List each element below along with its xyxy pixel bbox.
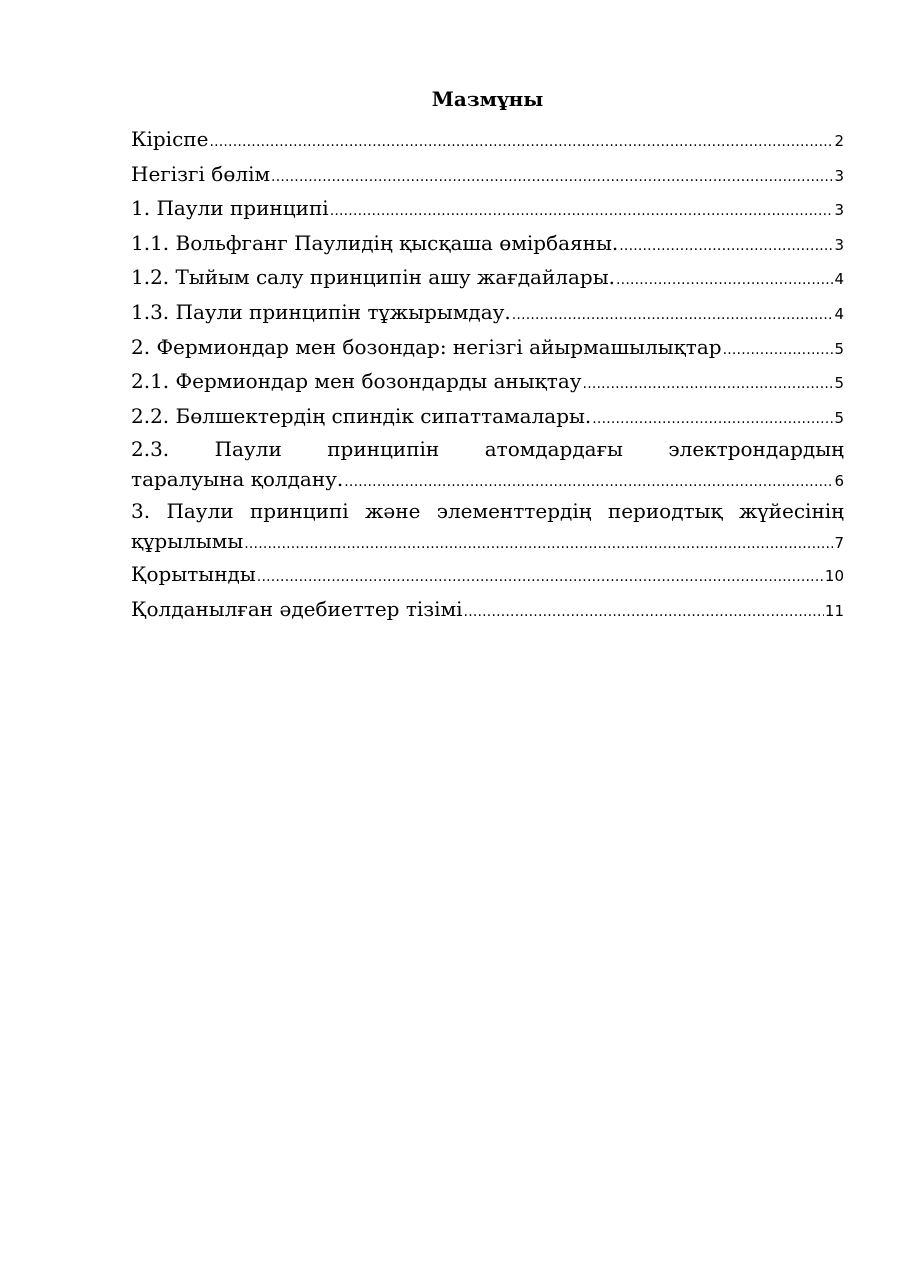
toc-entry-2-3[interactable] xyxy=(131,434,844,496)
toc-leader-dots xyxy=(512,299,834,331)
toc-leader-dots xyxy=(583,368,834,400)
toc-word: Паули xyxy=(166,499,234,524)
toc-entry-label-line xyxy=(131,496,844,526)
toc-entry-page: 3 xyxy=(834,201,844,220)
toc-word: принципін xyxy=(327,437,440,462)
toc-leader-dots xyxy=(723,334,834,366)
table-of-contents xyxy=(131,123,844,628)
toc-entry-page: 4 xyxy=(834,304,844,323)
toc-entry-label: 1.2. Тыйым салу принципін ашу жағдайлары. xyxy=(131,265,616,290)
toc-leader-dots xyxy=(330,195,834,227)
toc-leader-dots xyxy=(209,126,833,158)
toc-entry-label: Негізгі бөлім xyxy=(131,161,271,186)
toc-entry-label-continuation: таралуына қолдану. xyxy=(131,467,344,492)
toc-leader-dots xyxy=(619,230,833,262)
toc-entry-1-1[interactable] xyxy=(131,227,844,262)
toc-title: Мазмұны xyxy=(431,87,544,111)
toc-entry-label: 1.1. Вольфганг Паулидің қысқаша өмірбаяны. xyxy=(131,230,619,255)
toc-entry-page: 5 xyxy=(834,339,844,358)
toc-entry-references[interactable] xyxy=(131,593,844,628)
toc-entry-page: 3 xyxy=(834,166,844,185)
toc-entry-label: 2.1. Фермиондар мен бозондарды анықтау xyxy=(131,369,582,394)
toc-entry-main-part[interactable] xyxy=(131,158,844,193)
toc-entry-label: Қорытынды xyxy=(131,562,256,587)
toc-entry-conclusion[interactable] xyxy=(131,558,844,593)
toc-entry-page: 7 xyxy=(834,534,844,553)
toc-entry-page: 2 xyxy=(834,132,844,150)
toc-word: 2.3. xyxy=(131,437,170,462)
toc-word: Паули xyxy=(214,437,282,462)
toc-leader-dots xyxy=(616,264,833,296)
toc-entry-page: 6 xyxy=(834,472,844,491)
toc-entry-1-2[interactable] xyxy=(131,261,844,296)
toc-leader-dots xyxy=(344,467,833,496)
toc-entry-label: Кіріспе xyxy=(131,127,209,151)
toc-leader-dots xyxy=(464,596,824,628)
toc-entry-1[interactable] xyxy=(131,192,844,227)
toc-entry-label-line xyxy=(131,434,844,464)
toc-entry-label: 2. Фермиондар мен бозондар: негізгі айырмашылықтар xyxy=(131,334,722,359)
toc-entry-page: 5 xyxy=(834,374,844,393)
toc-entry-1-3[interactable] xyxy=(131,296,844,331)
toc-entry-introduction[interactable] xyxy=(131,123,844,158)
toc-word: элементтердің xyxy=(436,499,592,524)
toc-leader-dots xyxy=(257,561,824,593)
toc-leader-dots xyxy=(271,161,833,193)
toc-entry-label: 1.3. Паули принципін тұжырымдау. xyxy=(131,299,511,324)
toc-entry-page: 5 xyxy=(834,408,844,427)
toc-word: электрондардың xyxy=(668,437,844,462)
toc-word: атомдардағы xyxy=(484,437,623,462)
toc-entry-page: 3 xyxy=(834,235,844,254)
toc-entry-page: 11 xyxy=(824,601,844,620)
toc-entry-label: Қолданылған әдебиеттер тізімі xyxy=(131,596,463,621)
toc-entry-page: 4 xyxy=(834,270,844,289)
toc-entry-page: 10 xyxy=(824,567,844,586)
toc-leader-dots xyxy=(592,403,833,435)
toc-word: және xyxy=(365,499,421,524)
toc-word: периодтық xyxy=(607,499,723,524)
toc-entry-3[interactable] xyxy=(131,496,844,558)
toc-entry-label: 2.2. Бөлшектердің спиндік сипаттамалары. xyxy=(131,403,592,428)
toc-entry-2[interactable] xyxy=(131,331,844,366)
toc-entry-label: 1. Паули принципі xyxy=(131,196,329,221)
toc-word: принципі xyxy=(249,499,349,524)
toc-entry-2-1[interactable] xyxy=(131,365,844,400)
toc-word: жүйесінің xyxy=(738,499,844,524)
toc-entry-label-continuation: құрылымы xyxy=(131,529,244,554)
toc-leader-dots xyxy=(244,529,833,558)
toc-word: 3. xyxy=(131,499,151,524)
toc-entry-2-2[interactable] xyxy=(131,400,844,435)
